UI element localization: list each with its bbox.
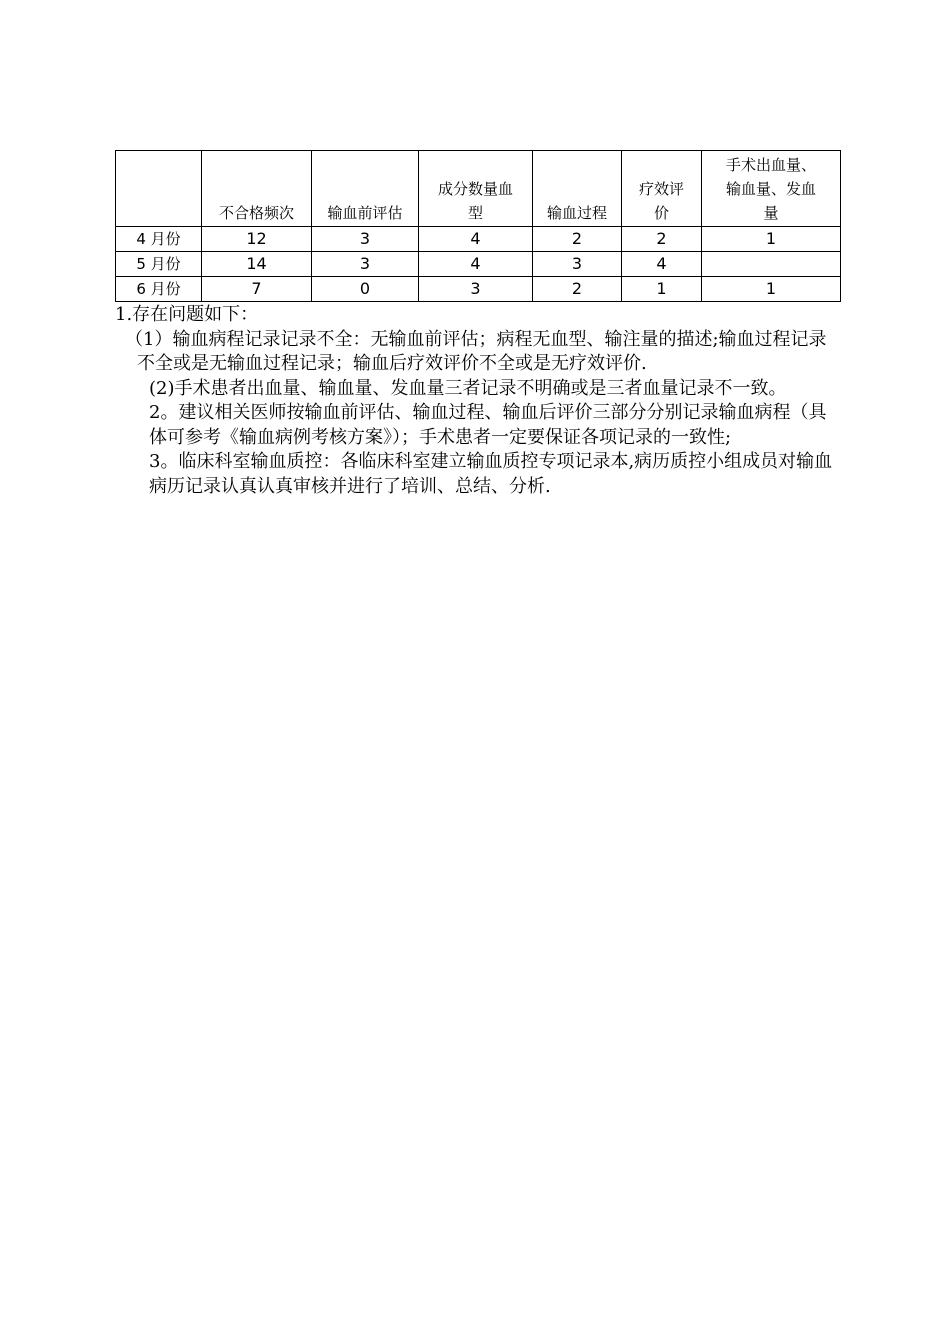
table-cell: 14	[202, 252, 312, 277]
table-cell: 1	[702, 227, 841, 252]
header-component-blood-type: 成分数量血 型	[419, 151, 533, 227]
row-month-label: 4 月份	[116, 227, 202, 252]
issue-item-1: （1）输血病程记录记录不全：无输血前评估；病程无血型、输注量的描述;输血过程记录不全或是无输血过程记录；输血后疗效评价不全或是无疗效评价.	[125, 328, 827, 374]
table-header-row	[116, 151, 841, 227]
table-cell: 2	[533, 277, 622, 302]
table-cell: 1	[622, 277, 702, 302]
header-pre-transfusion-eval: 输血前评估	[312, 151, 419, 227]
suggestion-paragraph: 2。建议相关医师按输血前评估、输血过程、输血后评价三部分分别记录输血病程（具体可参考《输血病例考核方案》）；手术患者一定要保证各项记录的一致性;	[149, 402, 827, 448]
header-unqualified-count: 不合格频次	[202, 151, 312, 227]
table-cell: 3	[312, 252, 419, 277]
issues-heading: 1.存在问题如下：	[115, 304, 259, 325]
document-body	[115, 303, 840, 499]
table-cell: 12	[202, 227, 312, 252]
table-cell: 3	[419, 277, 533, 302]
row-month-label: 6 月份	[116, 277, 202, 302]
table-cell: 3	[312, 227, 419, 252]
row-month-label: 5 月份	[116, 252, 202, 277]
header-transfusion-process: 输血过程	[533, 151, 622, 227]
issue-item-2: (2)手术患者出血量、输血量、发血量三者记录不明确或是三者血量记录不一致。	[149, 377, 787, 399]
table-cell	[702, 252, 841, 277]
table-cell: 1	[702, 277, 841, 302]
table-cell: 0	[312, 277, 419, 302]
table-cell: 3	[533, 252, 622, 277]
header-surgical-blood-volume: 手术出血量、 输血量、发血 量	[702, 151, 841, 227]
table-cell: 4	[419, 252, 533, 277]
quality-control-paragraph: 3。临床科室输血质控：各临床科室建立输血质控专项记录本,病历质控小组成员对输血病历记录认真认真审核并进行了培训、总结、分析.	[149, 451, 833, 497]
table-cell: 4	[622, 252, 702, 277]
table-cell: 4	[419, 227, 533, 252]
transfusion-stats-table	[115, 150, 841, 302]
header-corner	[116, 151, 202, 227]
table-row	[116, 252, 841, 277]
table-cell: 7	[202, 277, 312, 302]
table-row	[116, 227, 841, 252]
header-efficacy-eval: 疗效评 价	[622, 151, 702, 227]
table-cell: 2	[533, 227, 622, 252]
table-cell: 2	[622, 227, 702, 252]
table-row	[116, 277, 841, 302]
